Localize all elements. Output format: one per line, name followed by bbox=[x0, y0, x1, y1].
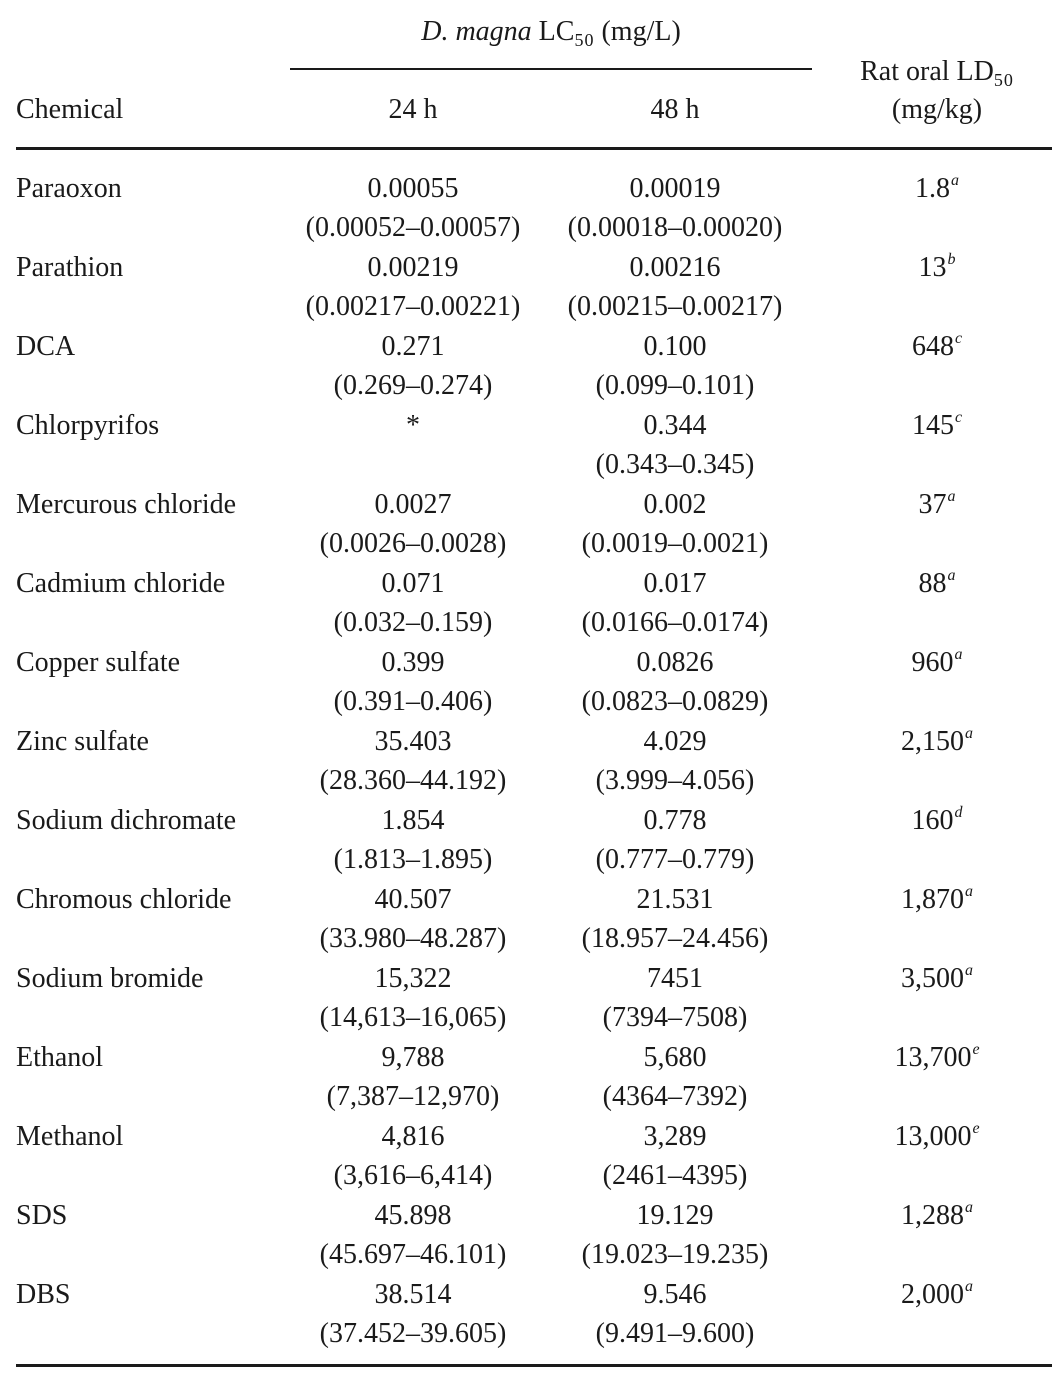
row-lc50-48h: 0.00019 bbox=[629, 173, 721, 204]
row-rat-ld50 bbox=[901, 1199, 973, 1231]
header-24h: 24 h bbox=[388, 94, 438, 125]
row-lc50-48h: 3,289 bbox=[643, 1121, 707, 1152]
row-chemical-name: Methanol bbox=[16, 1121, 124, 1152]
lc-unit: (mg/L) bbox=[601, 16, 681, 47]
ld50-value: 13,700 bbox=[894, 1042, 972, 1073]
group-underline bbox=[290, 68, 812, 70]
row-lc50-48h: 5,680 bbox=[643, 1042, 707, 1073]
header-48h: 48 h bbox=[650, 94, 700, 125]
row-ci-24h: (0.032–0.159) bbox=[333, 607, 493, 638]
ld50-value: 88 bbox=[918, 568, 947, 599]
row-lc50-48h: 21.531 bbox=[636, 884, 714, 915]
row-rat-ld50 bbox=[918, 488, 956, 520]
row-lc50-48h: 0.00216 bbox=[629, 252, 721, 283]
row-ci-24h: (37.452–39.605) bbox=[319, 1318, 507, 1349]
row-lc50-48h: 7451 bbox=[647, 963, 703, 994]
row-lc50-24h: 0.0027 bbox=[374, 489, 452, 520]
row-rat-ld50 bbox=[901, 1278, 973, 1310]
row-ci-48h: (18.957–24.456) bbox=[581, 923, 769, 954]
row-ci-48h: (4364–7392) bbox=[602, 1081, 748, 1112]
row-lc50-24h: 0.399 bbox=[381, 647, 445, 678]
row-ci-48h: (0.099–0.101) bbox=[595, 370, 755, 401]
row-chemical-name: Mercurous chloride bbox=[16, 489, 237, 520]
row-chemical-name: Sodium bromide bbox=[16, 963, 204, 994]
row-ci-48h: (0.777–0.779) bbox=[595, 844, 755, 875]
row-rat-ld50 bbox=[911, 646, 963, 678]
ld50-value: 1,288 bbox=[901, 1200, 964, 1231]
ld50-value: 2,000 bbox=[901, 1279, 964, 1310]
footnote-marker: a bbox=[947, 567, 956, 584]
row-chemical-name: Copper sulfate bbox=[16, 647, 181, 678]
row-chemical-name: Sodium dichromate bbox=[16, 805, 237, 836]
row-lc50-48h: 0.778 bbox=[643, 805, 707, 836]
footnote-marker: e bbox=[972, 1120, 980, 1137]
ld50-value: 160 bbox=[911, 805, 954, 836]
row-ci-48h: (0.00018–0.00020) bbox=[567, 212, 783, 243]
row-lc50-48h: 0.002 bbox=[643, 489, 707, 520]
footnote-marker: c bbox=[954, 330, 963, 347]
ld50-value: 1,870 bbox=[901, 884, 964, 915]
row-ci-24h: (0.0026–0.0028) bbox=[319, 528, 507, 559]
row-chemical-name: Chromous chloride bbox=[16, 884, 232, 915]
row-lc50-24h: 0.00219 bbox=[367, 252, 459, 283]
footnote-marker: a bbox=[947, 488, 956, 505]
row-lc50-24h: * bbox=[406, 410, 420, 441]
row-chemical-name: Parathion bbox=[16, 252, 124, 283]
row-rat-ld50 bbox=[911, 330, 963, 362]
footnote-marker: a bbox=[965, 962, 973, 979]
rat-ld-label: Rat oral LD bbox=[860, 56, 994, 87]
ld50-value: 13 bbox=[918, 252, 947, 283]
footnote-marker: a bbox=[954, 646, 963, 663]
footnote-marker: a bbox=[965, 883, 973, 900]
row-lc50-24h: 40.507 bbox=[374, 884, 452, 915]
row-lc50-48h: 0.100 bbox=[643, 331, 707, 362]
rat-ld-subscript: 50 bbox=[993, 70, 1014, 90]
header-rat-unit: (mg/kg) bbox=[891, 94, 983, 125]
species-name: D. magna bbox=[421, 16, 532, 47]
row-ci-48h: (0.0823–0.0829) bbox=[581, 686, 769, 717]
row-ci-24h: (3,616–6,414) bbox=[333, 1160, 493, 1191]
ld50-value: 960 bbox=[911, 647, 954, 678]
header-chemical: Chemical bbox=[16, 94, 124, 125]
row-ci-48h: (7394–7508) bbox=[602, 1002, 748, 1033]
row-chemical-name: Cadmium chloride bbox=[16, 568, 226, 599]
row-rat-ld50 bbox=[901, 883, 973, 915]
row-lc50-24h: 0.271 bbox=[381, 331, 445, 362]
row-rat-ld50 bbox=[915, 172, 959, 204]
row-ci-24h: (14,613–16,065) bbox=[319, 1002, 507, 1033]
footnote-marker: c bbox=[954, 409, 963, 426]
row-ci-24h: (45.697–46.101) bbox=[319, 1239, 507, 1270]
footnote-marker: a bbox=[965, 1278, 973, 1295]
row-chemical-name: DCA bbox=[16, 331, 76, 362]
row-rat-ld50 bbox=[911, 409, 963, 441]
ld50-value: 145 bbox=[911, 410, 954, 441]
row-ci-24h: (0.391–0.406) bbox=[333, 686, 493, 717]
row-lc50-24h: 4,816 bbox=[381, 1121, 445, 1152]
row-ci-24h: (1.813–1.895) bbox=[333, 844, 493, 875]
row-lc50-24h: 35.403 bbox=[374, 726, 452, 757]
bottom-rule bbox=[16, 1364, 1052, 1367]
row-chemical-name: Zinc sulfate bbox=[16, 726, 149, 757]
footnote-marker: a bbox=[965, 725, 973, 742]
header-rule bbox=[16, 147, 1052, 150]
row-lc50-24h: 15,322 bbox=[374, 963, 452, 994]
lc-label: LC bbox=[538, 16, 575, 47]
row-ci-24h: (7,387–12,970) bbox=[326, 1081, 500, 1112]
row-rat-ld50 bbox=[911, 804, 963, 836]
row-ci-48h: (3.999–4.056) bbox=[595, 765, 755, 796]
header-rat-ld50 bbox=[860, 56, 1014, 90]
ld50-value: 1.8 bbox=[915, 173, 950, 204]
footnote-marker: a bbox=[965, 1199, 973, 1216]
row-lc50-48h: 0.344 bbox=[643, 410, 707, 441]
row-lc50-48h: 19.129 bbox=[636, 1200, 714, 1231]
row-ci-48h: (0.343–0.345) bbox=[595, 449, 755, 480]
ld50-value: 648 bbox=[911, 331, 954, 362]
row-lc50-48h: 0.0826 bbox=[636, 647, 714, 678]
row-lc50-24h: 1.854 bbox=[381, 805, 445, 836]
row-ci-24h: (0.00052–0.00057) bbox=[305, 212, 521, 243]
ld50-value: 37 bbox=[918, 489, 947, 520]
row-ci-48h: (0.0166–0.0174) bbox=[581, 607, 769, 638]
row-rat-ld50 bbox=[894, 1041, 980, 1073]
row-lc50-48h: 0.017 bbox=[643, 568, 707, 599]
footnote-marker: b bbox=[947, 251, 956, 268]
row-ci-48h: (9.491–9.600) bbox=[595, 1318, 755, 1349]
lc-subscript: 50 bbox=[574, 30, 595, 50]
row-chemical-name: Chlorpyrifos bbox=[16, 410, 160, 441]
row-chemical-name: DBS bbox=[16, 1279, 71, 1310]
row-ci-48h: (0.0019–0.0021) bbox=[581, 528, 769, 559]
row-chemical-name: Paraoxon bbox=[16, 173, 122, 204]
row-ci-48h: (19.023–19.235) bbox=[581, 1239, 769, 1270]
footnote-marker: e bbox=[972, 1041, 980, 1058]
row-lc50-24h: 45.898 bbox=[374, 1200, 452, 1231]
row-rat-ld50 bbox=[918, 567, 956, 599]
row-chemical-name: SDS bbox=[16, 1200, 68, 1231]
row-ci-48h: (0.00215–0.00217) bbox=[567, 291, 783, 322]
row-rat-ld50 bbox=[901, 962, 973, 994]
row-lc50-48h: 4.029 bbox=[643, 726, 707, 757]
ld50-value: 13,000 bbox=[894, 1121, 972, 1152]
row-ci-24h: (0.269–0.274) bbox=[333, 370, 493, 401]
row-chemical-name: Ethanol bbox=[16, 1042, 104, 1073]
row-rat-ld50 bbox=[901, 725, 973, 757]
row-ci-24h: (0.00217–0.00221) bbox=[305, 291, 521, 322]
ld50-value: 3,500 bbox=[901, 963, 964, 994]
row-rat-ld50 bbox=[894, 1120, 980, 1152]
row-ci-24h: (33.980–48.287) bbox=[319, 923, 507, 954]
row-ci-48h: (2461–4395) bbox=[602, 1160, 748, 1191]
ld50-value: 2,150 bbox=[901, 726, 964, 757]
footnote-marker: a bbox=[951, 172, 959, 189]
row-lc50-48h: 9.546 bbox=[643, 1279, 707, 1310]
header-dmagna-group bbox=[421, 16, 681, 50]
row-rat-ld50 bbox=[918, 251, 956, 283]
row-lc50-24h: 9,788 bbox=[381, 1042, 445, 1073]
row-lc50-24h: 0.00055 bbox=[367, 173, 459, 204]
row-lc50-24h: 0.071 bbox=[381, 568, 445, 599]
footnote-marker: d bbox=[954, 804, 963, 821]
row-ci-24h: (28.360–44.192) bbox=[319, 765, 507, 796]
row-lc50-24h: 38.514 bbox=[374, 1279, 452, 1310]
